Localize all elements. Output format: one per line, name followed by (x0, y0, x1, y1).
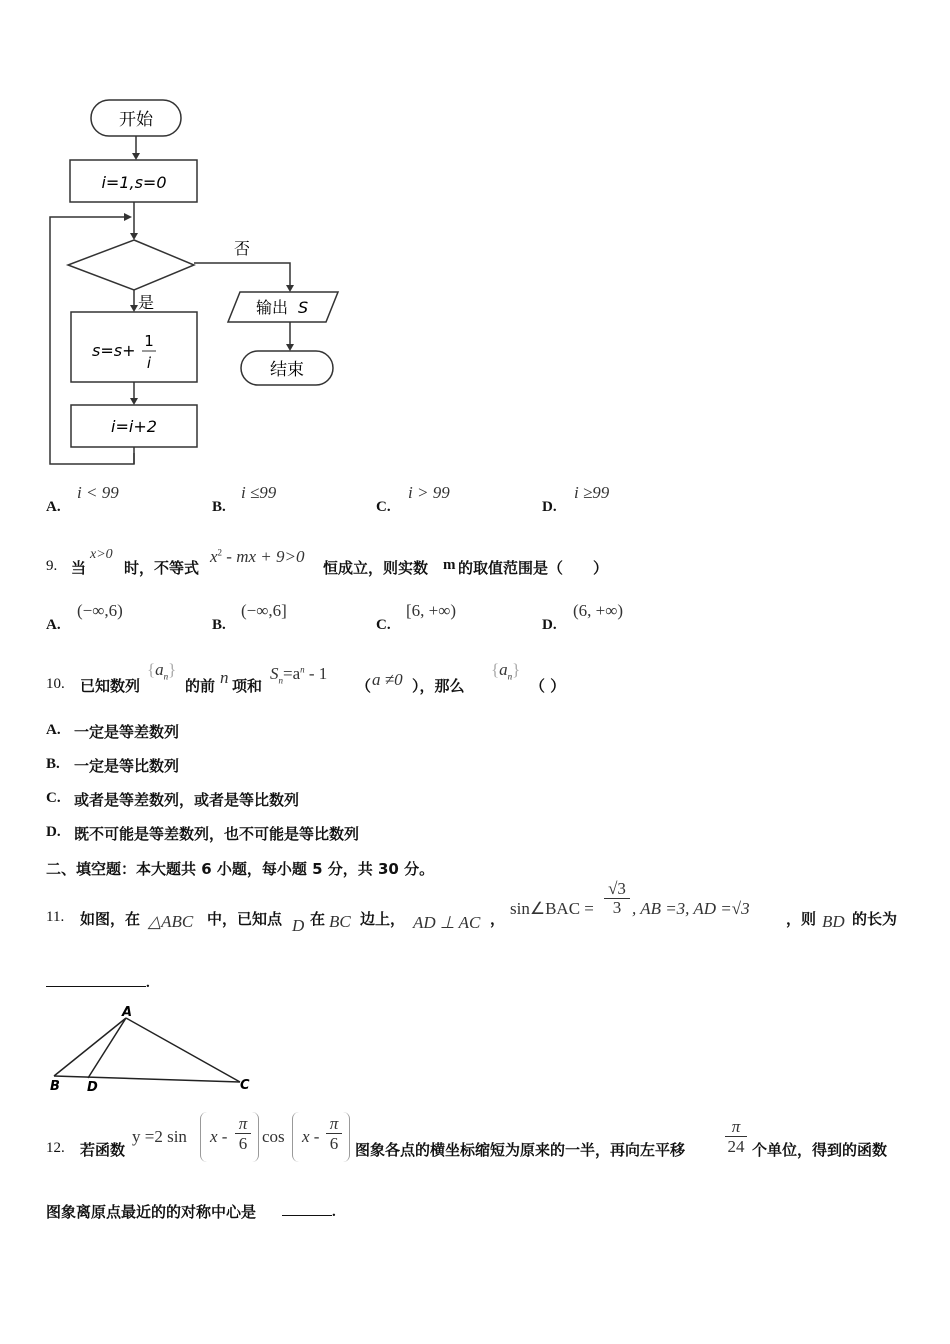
q10-seq: $\{a_n\}$ (147, 660, 177, 682)
q9-var-m: m (443, 557, 456, 573)
flow-no-label: 否 (234, 239, 251, 258)
flow-decision (68, 240, 194, 290)
q10-cond-open: （ (356, 677, 372, 695)
q9-option-a-label: A. (46, 617, 61, 633)
q11-comma: ， (490, 910, 506, 928)
q9-text-4: 的取值范围是（ ） (458, 559, 609, 577)
q10-number: 10. (46, 676, 65, 692)
q9-number: 9. (46, 558, 58, 574)
q12-shift-frac: π 24 (725, 1117, 747, 1156)
q12-x-2: x - (302, 1127, 320, 1146)
q11-answer-blank[interactable]: . (46, 972, 150, 992)
q10-option-d-label: D. (46, 824, 61, 840)
q8-option-d-text: i ≥99 (574, 483, 610, 502)
q11-text-6: 的长为 (852, 910, 898, 928)
q8-option-b-text: i ≤99 (241, 483, 277, 502)
q9-option-b-text: (−∞,6] (241, 601, 287, 620)
q10-option-a-label: A. (46, 722, 61, 738)
q11-bc: BC (329, 912, 351, 931)
q11-triangle: △ABC (148, 912, 194, 931)
q10-sum-formula: $S_n=a^n - 1$ (270, 664, 328, 686)
q11-bd: BD (822, 912, 845, 931)
q12-text-1: 若函数 (80, 1141, 126, 1159)
q9-option-d-text: (6, +∞) (573, 601, 624, 620)
q10-condition: a ≠0 (372, 670, 403, 689)
flow-init-text: i=1,s=0 (101, 173, 167, 192)
q9-condition: x>0 (90, 547, 113, 562)
q11-sin: sin∠BAC = (510, 899, 594, 918)
fig-label-d: D (87, 1080, 98, 1095)
q10-n: n (220, 668, 229, 687)
q9-option-c-label: C. (376, 617, 391, 633)
flow-yes-label: 是 (138, 293, 155, 312)
q10-option-b-text: 一定是等比数列 (74, 757, 180, 775)
q11-text-3: 在 (310, 910, 326, 928)
q12-paren-2-close (343, 1112, 350, 1162)
q9-text-3: 恒成立，则实数 (323, 559, 429, 577)
q12-number: 12. (46, 1140, 65, 1156)
q10-cond-close: ），那么 (412, 677, 465, 695)
flow-incr-text: i=i+2 (111, 417, 157, 436)
q12-paren-1-close (252, 1112, 259, 1162)
q11-text-4: 边上， (360, 910, 406, 928)
q12-paren-1-open (200, 1112, 207, 1162)
fig-label-c: C (240, 1078, 250, 1093)
q11-triangle-figure (44, 1002, 264, 1098)
q10-text-3: 项和 (232, 677, 263, 695)
q10-option-b-label: B. (46, 756, 60, 772)
section-2-heading: 二、填空题：本大题共 6 小题，每小题 5 分，共 30 分。 (46, 860, 435, 878)
q12-x-1: x - (210, 1127, 228, 1146)
q9-option-d-label: D. (542, 617, 557, 633)
q12-text-2: 图象各点的横坐标缩短为原来的一半，再向左平移 (355, 1141, 686, 1159)
q8-option-d-label: D. (542, 499, 557, 515)
q10-text-4: （ ） (530, 677, 566, 695)
q9-option-c-text: [6, +∞) (406, 601, 457, 620)
q11-number: 11. (46, 909, 65, 925)
q8-option-b-label: B. (212, 499, 226, 515)
flow-sum-num: 1 (144, 332, 154, 350)
q8-option-c-label: C. (376, 499, 391, 515)
q8-option-c-text: i > 99 (408, 483, 450, 502)
flow-sum-left: s=s+ (92, 341, 136, 360)
flow-sum-den: i (146, 354, 152, 372)
q10-text-2: 的前 (185, 677, 216, 695)
q11-perp: AD ⊥ AC (413, 913, 481, 932)
q12-func-start: y =2 sin (132, 1127, 187, 1146)
q12-line-2: 图象离原点最近的的对称中心是 (46, 1203, 257, 1221)
q9-option-a-text: (−∞,6) (77, 601, 123, 620)
q9-inequality: $x^2$ - mx + 9>0 (210, 547, 305, 566)
q11-text-1: 如图，在 (80, 910, 141, 928)
fig-label-b: B (50, 1079, 60, 1094)
flow-end-text: 结束 (270, 360, 304, 380)
fig-label-a: A (122, 1005, 133, 1020)
q11-text-5: ，则 (786, 910, 817, 928)
flow-output-var: S (298, 298, 309, 317)
q10-text-1: 已知数列 (80, 677, 141, 695)
q11-text-2: 中，已知点 (207, 910, 283, 928)
q12-paren-2-open (292, 1112, 299, 1162)
flowchart (44, 92, 344, 472)
q10-seq-2: $\{a_n\}$ (491, 660, 521, 682)
q11-sin-frac: √3 3 (604, 880, 630, 917)
q12-answer-blank[interactable]: . (282, 1201, 336, 1221)
flow-output-label: 输出 (256, 298, 289, 317)
q9-text-1: 当 (71, 559, 87, 577)
q11-point-d: D (292, 916, 305, 935)
q10-option-a-text: 一定是等差数列 (74, 723, 180, 741)
q9-text-2: 时，不等式 (124, 559, 200, 577)
q10-option-c-label: C. (46, 790, 61, 806)
flow-start-text: 开始 (119, 110, 153, 130)
q12-frac-2: π 6 (326, 1114, 342, 1153)
q10-option-d-text: 既不可能是等差数列，也不可能是等比数列 (74, 825, 360, 843)
q11-values: , AB =3, AD =√3 (632, 899, 750, 918)
q8-option-a-label: A. (46, 499, 61, 515)
q9-option-b-label: B. (212, 617, 226, 633)
q10-option-c-text: 或者是等差数列，或者是等比数列 (74, 791, 300, 809)
q8-option-a-text: i < 99 (77, 483, 119, 502)
q12-cos: cos (262, 1127, 285, 1146)
q12-text-3: 个单位，得到的函数 (752, 1141, 888, 1159)
q12-frac-1: π 6 (235, 1114, 251, 1153)
